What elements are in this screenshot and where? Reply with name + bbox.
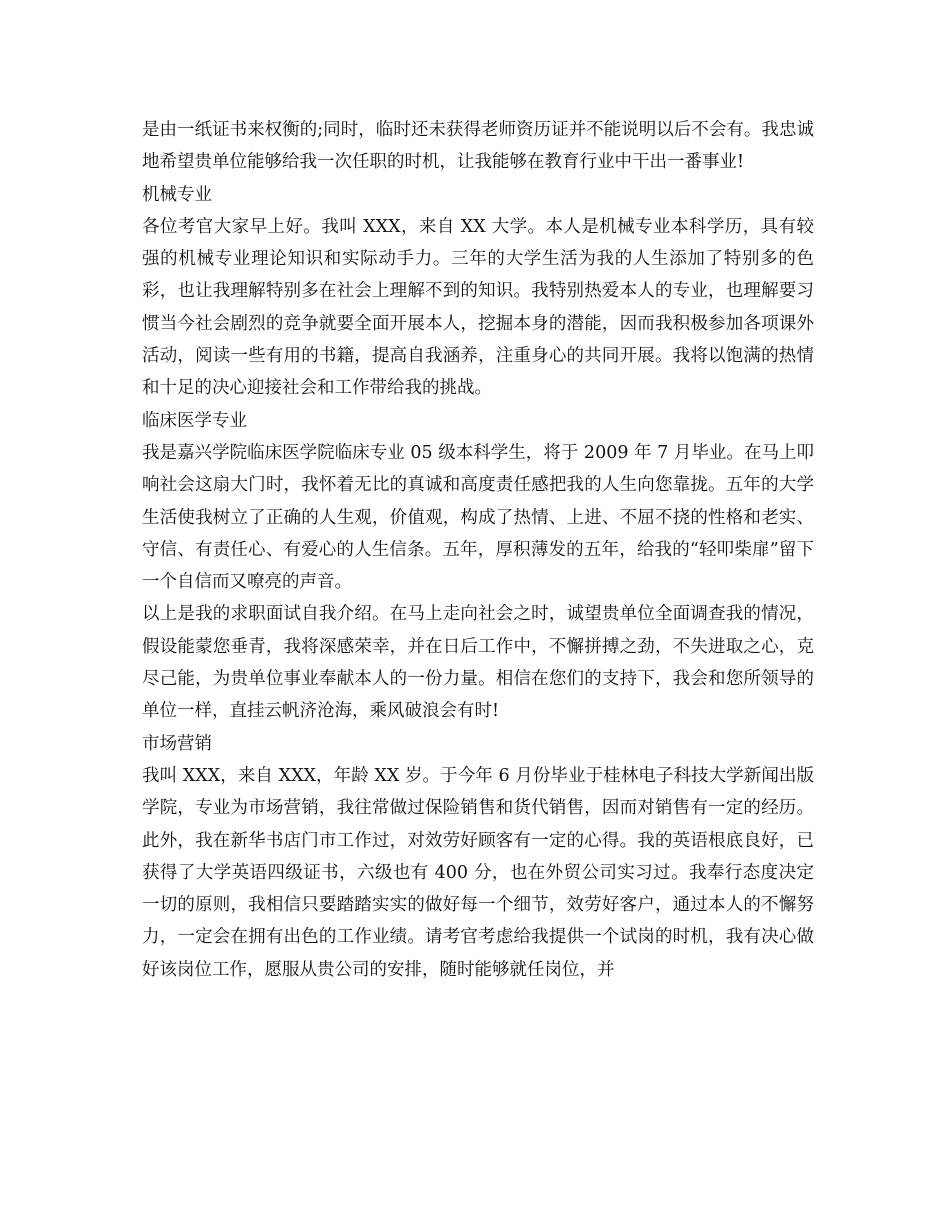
paragraph-teaching-closing: 是由一纸证书来权衡的;同时，临时还未获得老师资历证并不能说明以后不会有。我忠诚地希望贵单位能够给我一次任职的时机，让我能够在教育行业中干出一番事业!	[142, 120, 814, 173]
section-heading-mechanical: 机械专业	[142, 184, 212, 205]
section-heading-marketing: 市场营销	[142, 733, 212, 754]
paragraph-clinical-medicine: 我是嘉兴学院临床医学院临床专业 05 级本科学生，将于 2009 年 7 月毕业。在马上叩响社会这扇大门时，我怀着无比的真诚和高度责任感把我的人生向您靠拢。五年的大学生活使我树立了正确的人生观，价值观，构成了热情、上进、不屈不挠的性格和老实、守信、有责任心、有爱心的人生信条。五年，厚积薄发的五年，给我的“轻叩柴扉”留下一个自信而又嘹亮的声音。	[142, 442, 814, 593]
document-body	[142, 114, 814, 986]
paragraph-mechanical: 各位考官大家早上好。我叫 XXX，来自 XX 大学。本人是机械专业本科学历，具有较强的机械专业理论知识和实际动手力。三年的大学生活为我的人生添加了特别多的色彩，也让我理解特别多在社会上理解不到的知识。我特别热爱本人的专业，也理解要习惯当今社会剧烈的竞争就要全面开展本人，挖掘本身的潜能，因而我积极参加各项课外活动，阅读一些有用的书籍，提高自我涵养，注重身心的共同开展。我将以饱满的热情和十足的决心迎接社会和工作带给我的挑战。	[142, 216, 814, 399]
paragraph-marketing: 我叫 XXX，来自 XXX，年龄 XX 岁。于今年 6 月份毕业于桂林电子科技大学新闻出版学院，专业为市场营销，我往常做过保险销售和货代销售，因而对销售有一定的经历。此外，我在新华书店门市工作过，对效劳好顾客有一定的心得。我的英语根底良好，已获得了大学英语四级证书，六级也有 400 分，也在外贸公司实习过。我奉行态度决定一切的原则，我相信只要踏踏实实的做好每一个细节，效劳好客户，通过本人的不懈努力，一定会在拥有出色的工作业绩。请考官考虑给我提供一个试岗的时机，我有决心做好该岗位工作，愿服从贵公司的安排，随时能够就任岗位，并	[142, 765, 814, 980]
section-heading-clinical-medicine: 临床医学专业	[142, 410, 247, 431]
paragraph-clinical-closing: 以上是我的求职面试自我介绍。在马上走向社会之时，诚望贵单位全面调查我的情况，假设能蒙您垂青，我将深感荣幸，并在日后工作中，不懈拼搏之劲，不失进取之心，克尽己能，为贵单位事业奉献本人的一份力量。相信在您们的支持下，我会和您所领导的单位一样，直挂云帆济沧海，乘风破浪会有时!	[142, 604, 814, 722]
